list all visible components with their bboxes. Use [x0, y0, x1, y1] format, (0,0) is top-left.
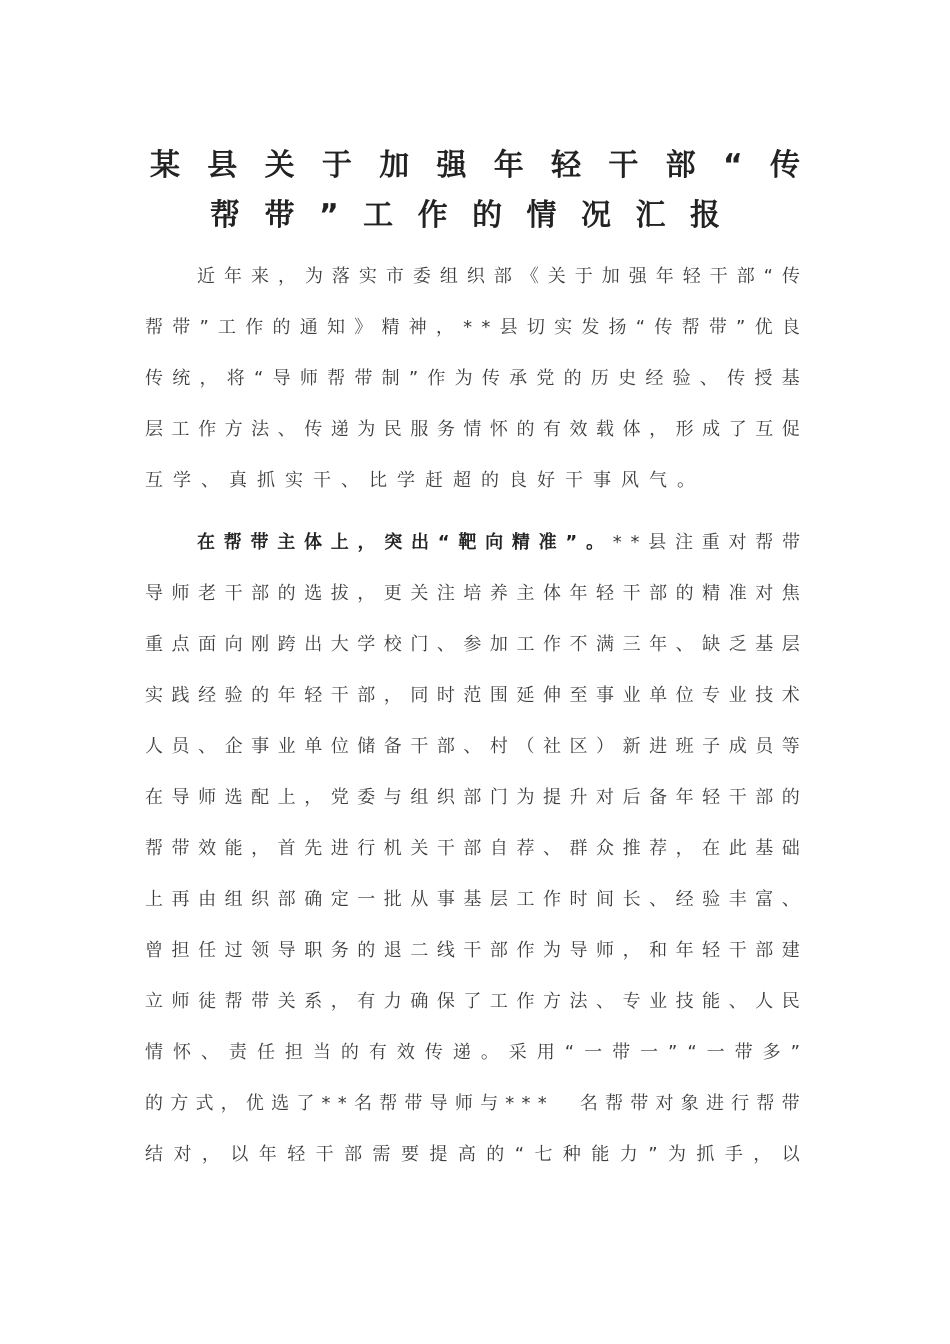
- document-title-line-1: 某 县 关 于 加 强 年 轻 干 部 “ 传: [150, 148, 800, 183]
- paragraph-2-line-6: 在 导 师 选 配 上 ， 党 委 与 组 织 部 门 为 提 升 对 后 备 年 轻 干 部 的: [145, 787, 800, 808]
- paragraph-2-line-7: 帮 带 效 能 ， 首 先 进 行 机 关 干 部 自 荐 、 群 众 推 荐 ， 在 此 基 础: [145, 838, 800, 859]
- paragraph-1-line-3: 传 统 ， 将 “ 导 师 帮 带 制 ” 作 为 传 承 党 的 历 史 经 验 、 传 授 基: [145, 368, 800, 389]
- document-title-line-2: 帮 带 ” 工 作 的 情 况 汇 报: [210, 198, 720, 233]
- paragraph-1-line-1: 近 年 来 ， 为 落 实 市 委 组 织 部 《 关 于 加 强 年 轻 干 部 “ 传: [197, 266, 800, 287]
- paragraph-2-line-3: 重 点 面 向 刚 跨 出 大 学 校 门 、 参 加 工 作 不 满 三 年 、 缺 乏 基 层: [145, 634, 800, 655]
- paragraph-2-line-1: 在 帮 带 主 体 上 ， 突 出 “ 靶 向 精 准 ” 。 * * 县 注 重 对 帮 带: [197, 532, 800, 553]
- paragraph-2-line-12: 的 方 式 ， 优 选 了 * * 名 帮 带 导 师 与 * * * 名 帮 带 对 象 进 行 帮 带: [145, 1093, 800, 1114]
- paragraph-2-line-10: 立 师 徒 帮 带 关 系 ， 有 力 确 保 了 工 作 方 法 、 专 业 技 能 、 人 民: [145, 991, 800, 1012]
- paragraph-1-line-5: 互 学 、 真 抓 实 干 、 比 学 赶 超 的 良 好 干 事 风 气 。: [145, 470, 695, 491]
- paragraph-2-line-5: 人 员 、 企 事 业 单 位 储 备 干 部 、 村 （ 社 区 ） 新 进 班 子 成 员 等: [145, 736, 800, 757]
- paragraph-2-line-2: 导 师 老 干 部 的 选 拔 ， 更 关 注 培 养 主 体 年 轻 干 部 的 精 准 对 焦: [145, 583, 800, 604]
- paragraph-1-line-4: 层 工 作 方 法 、 传 递 为 民 服 务 情 怀 的 有 效 载 体 ， 形 成 了 互 促: [145, 419, 800, 440]
- paragraph-2-line-13: 结 对 ， 以 年 轻 干 部 需 要 提 高 的 “ 七 种 能 力 ” 为 抓 手 ， 以: [145, 1144, 800, 1165]
- paragraph-2-line-4: 实 践 经 验 的 年 轻 干 部 ， 同 时 范 围 延 伸 至 事 业 单 位 专 业 技 术: [145, 685, 800, 706]
- paragraph-2-line-11: 情 怀 、 责 任 担 当 的 有 效 传 递 。 采 用 “ 一 带 一 ” “ 一 带 多 ”: [145, 1042, 800, 1063]
- paragraph-2-line-9: 曾 担 任 过 领 导 职 务 的 退 二 线 干 部 作 为 导 师 ， 和 年 轻 干 部 建: [145, 940, 800, 961]
- paragraph-1-line-2: 帮 带 ” 工 作 的 通 知 》 精 神 ， * * 县 切 实 发 扬 “ 传 帮 带 ” 优 良: [145, 317, 800, 338]
- paragraph-2-line-8: 上 再 由 组 织 部 确 定 一 批 从 事 基 层 工 作 时 间 长 、 经 验 丰 富 、: [145, 889, 800, 910]
